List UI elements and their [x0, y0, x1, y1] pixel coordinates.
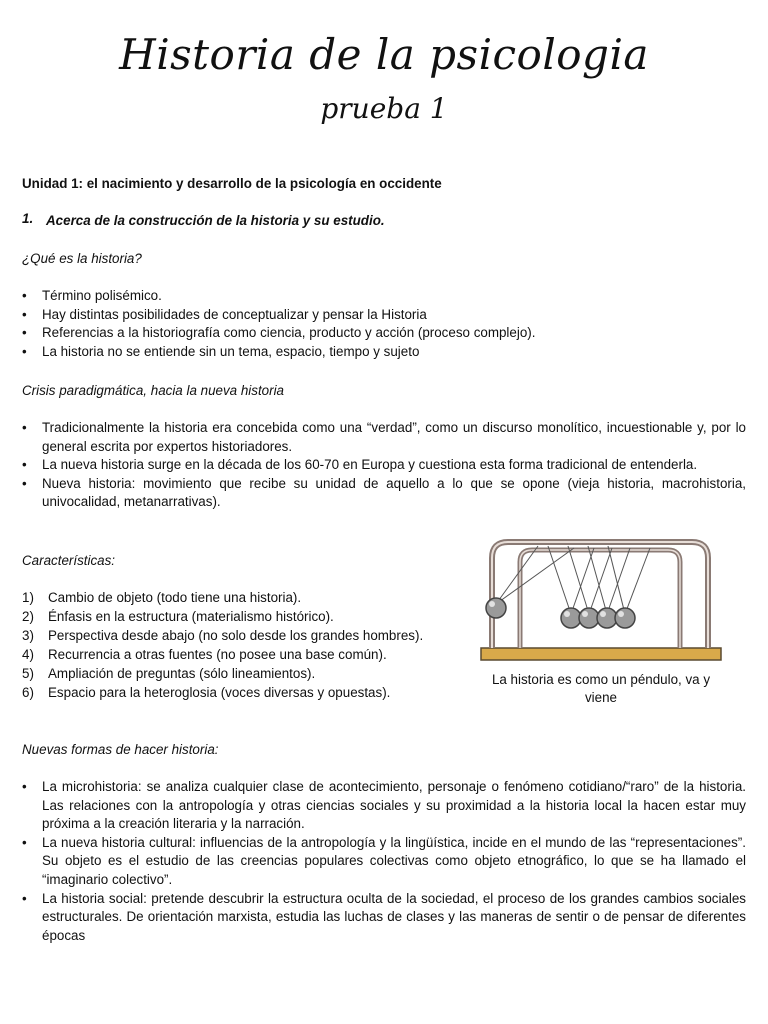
unit-heading: Unidad 1: el nacimiento y desarrollo de la psicología en occidente: [22, 176, 442, 191]
section-number: 1.: [22, 211, 34, 226]
list-item: • Hay distintas posibilidades de conceptualizar y pensar la Historia: [22, 306, 746, 325]
list-item: • Término polisémico.: [22, 287, 746, 306]
list-item: • Nueva historia: movimiento que recibe su unidad de aquello a lo que se opone (vieja historia, macrohistoria, univocalidad, metanarrativas).: [22, 475, 746, 512]
page-subtitle: prueba 1: [320, 92, 448, 125]
list-item: 2) Énfasis en la estructura (materialismo histórico).: [22, 608, 334, 624]
figure-caption: La historia es como un péndulo, va y viene: [491, 672, 711, 705]
list-item: • La historia social: pretende descubrir la estructura oculta de la sociedad, el proceso de los grandes cambios sociales estructurales. De orientación marxista, estudia las luchas de clases y las maneras de sentir o de pensar de diferentes épocas: [22, 890, 746, 946]
newtons-cradle-image: [478, 536, 724, 666]
list-item: • La nueva historia surge en la década de los 60-70 en Europa y cuestiona esta forma tradicional de entenderla.: [22, 456, 746, 475]
list-item: • La nueva historia cultural: influencias de la antropología y la lingüística, incide en el mundo de las “representaciones”. Su objeto es el estudio de las creencias populares colectivas como objeto etnográfico, lo que se ha llamado el “imaginario colectivo”.: [22, 834, 746, 890]
list-item: 4) Recurrencia a otras fuentes (no posee una base común).: [22, 646, 387, 662]
list-item: • Tradicionalmente la historia era concebida como una “verdad”, como un discurso monolítico, incuestionable y, por lo general escrita por expertos historiadores.: [22, 419, 746, 456]
caracteristicas-heading: Características:: [22, 553, 116, 568]
crisis-heading: Crisis paradigmática, hacia la nueva historia: [22, 383, 284, 398]
list-item: 6) Espacio para la heteroglosia (voces diversas y opuestas).: [22, 684, 391, 700]
caracteristicas-list: [22, 589, 423, 702]
nuevas-list: [22, 778, 746, 945]
list-item: • Referencias a la historiografía como ciencia, producto y acción (proceso complejo).: [22, 324, 746, 343]
crisis-list: [22, 419, 746, 512]
list-item: • La microhistoria: se analiza cualquier clase de acontecimiento, personaje o fenómeno cotidiano/“raro” de la historia. Las relaciones con la antropología y otras ciencias sociales y su proximidad a la historia local la hacen estar muy próxima a la creación literaria y la narración.: [22, 778, 746, 834]
nuevas-heading: Nuevas formas de hacer historia:: [22, 742, 219, 757]
list-item: 3) Perspectiva desde abajo (no solo desde los grandes hombres).: [22, 627, 424, 643]
list-item: 5) Ampliación de preguntas (sólo lineamientos).: [22, 665, 316, 681]
section-heading: Acerca de la construcción de la historia y su estudio.: [46, 213, 385, 228]
list-item: 1) Cambio de objeto (todo tiene una historia).: [22, 590, 302, 605]
list-item: • La historia no se entiende sin un tema, espacio, tiempo y sujeto: [22, 343, 746, 362]
question-heading: ¿Qué es la historia?: [22, 251, 142, 266]
page-title: Historia de la psicologia: [119, 30, 649, 79]
historia-list: [22, 287, 746, 361]
